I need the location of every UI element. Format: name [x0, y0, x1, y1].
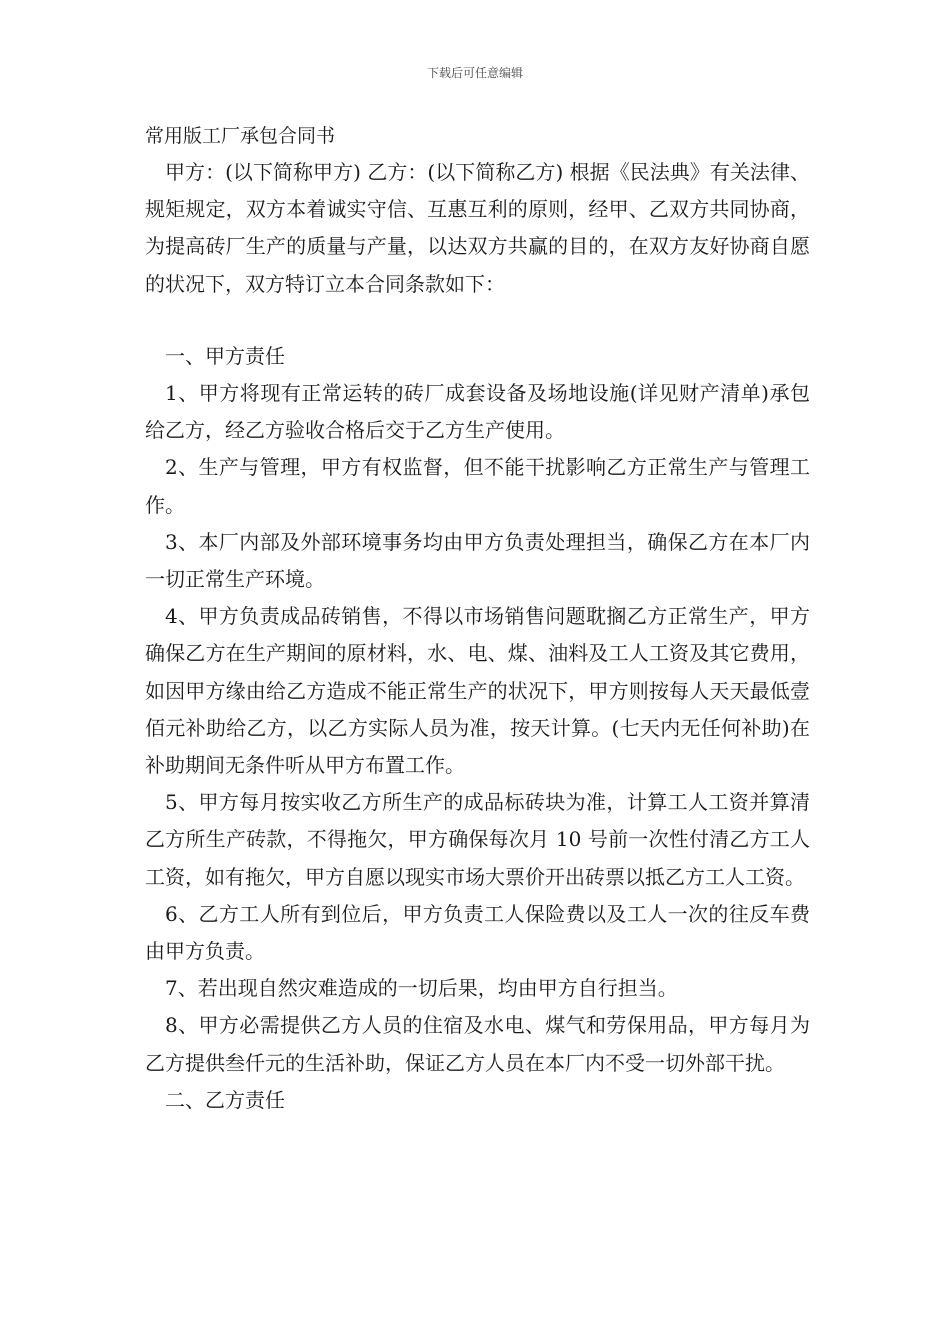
intro-paragraph: 甲方：(以下简称甲方) 乙方：(以下简称乙方) 根据《民法典》有关法律、规矩规定，双方本着诚实守信、互惠互利的原则，经甲、乙双方共同协商，为提高砖厂生产的质量与产量，以达双方共赢的目的，在双方友好协商自愿的状况下，双方特订立本合同条款如下：	[145, 160, 810, 296]
clause-item: 1、甲方将现有正常运转的砖厂成套设备及场地设施(详见财产清单)承包给乙方，经乙方验收合格后交于乙方生产使用。	[145, 381, 810, 443]
section-heading-party-a: 一、甲方责任	[165, 343, 285, 368]
document-body	[145, 118, 810, 1119]
clause-item: 6、乙方工人所有到位后，甲方负责工人保险费以及工人一次的往反车费由甲方负责。	[145, 901, 810, 964]
clause-item: 5、甲方每月按实收乙方所生产的成品标砖块为准，计算工人工资并算清乙方所生产砖款，不得拖欠，甲方确保每次月 10 号前一次性付清乙方工人工资，如有拖欠，甲方自愿以现实市场大票价开出砖票以抵乙方工人工资。	[145, 790, 810, 889]
paragraph-spacer	[145, 303, 810, 338]
page-header-note: 下载后可任意编辑	[426, 66, 523, 80]
clause-item: 2、生产与管理，甲方有权监督，但不能干扰影响乙方正常生产与管理工作。	[145, 455, 810, 517]
clause-item: 4、甲方负责成品砖销售，不得以市场销售问题耽搁乙方正常生产，甲方确保乙方在生产期间的原材料，水、电、煤、油料及工人工资及其它费用，如因甲方缘由给乙方造成不能正常生产的状况下，甲方则按每人天天最低壹佰元补助给乙方，以乙方实际人员为准，按天计算。(七天内无任何补助)在补助期间无条件听从甲方布置工作。	[145, 604, 810, 778]
clause-item: 8、甲方必需提供乙方人员的住宿及水电、煤气和劳保用品，甲方每月为乙方提供叁仟元的生活补助，保证乙方人员在本厂内不受一切外部干扰。	[145, 1013, 810, 1075]
clause-item: 7、若出现自然灾难造成的一切后果，均由甲方自行担当。	[165, 976, 678, 1001]
document-title: 常用版工厂承包合同书	[145, 125, 336, 147]
clause-item: 3、本厂内部及外部环境事务均由甲方负责处理担当，确保乙方在本厂内一切正常生产环境。	[145, 529, 810, 592]
section-heading-party-b: 二、乙方责任	[165, 1087, 285, 1112]
